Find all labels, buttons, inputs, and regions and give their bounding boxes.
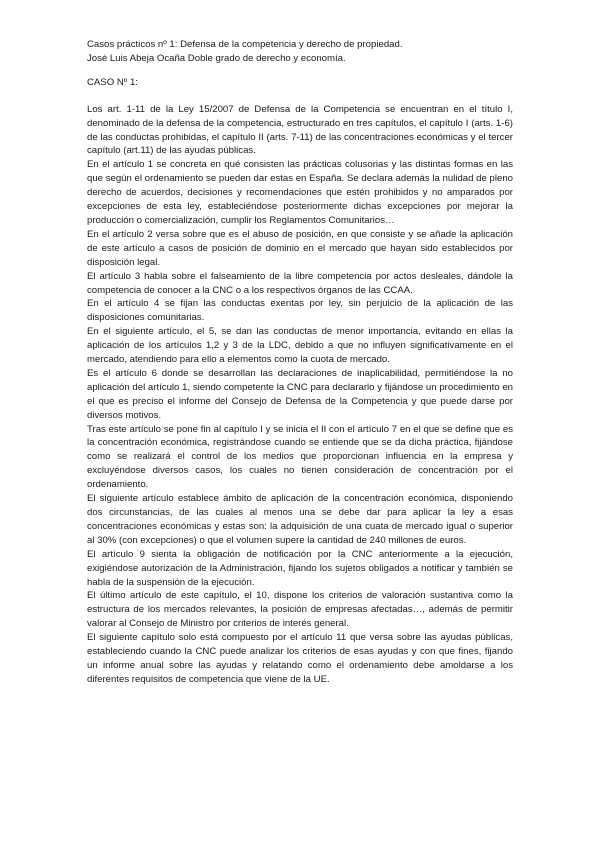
- paragraph-12: El siguiente capítulo solo está compuesto por el artículo 11 que versa sobre las ayudas públicas, estableciendo cuando la CNC puede analizar los criterios de esas ayudas y con que fines, fijando un informe anual sobre las ayudas y relatando como el ordenamiento debe amoldarse a los diferentes requisitos de competencia que viene de la UE.: [87, 632, 513, 685]
- document-body: [87, 103, 513, 687]
- paragraph-4: El artículo 3 habla sobre el falseamiento de la libre competencia por actos desleales, dándole la competencia de conocer a la CNC o a los respectivos órganos de las CCAA.: [87, 270, 513, 296]
- document-heading-line-1: Casos prácticos nº 1: Defensa de la competencia y derecho de propiedad.: [87, 39, 403, 50]
- paragraph-10: El artículo 9 sienta la obligación de notificación por la CNC anteriormente a la ejecución, exigiéndose autorización de la Administración, fijando los sujetos obligados a notificar y también se habla de la suspensión de la ejecución.: [87, 548, 513, 588]
- paragraph-6: En el siguiente artículo, el 5, se dan las conductas de menor importancia, evitando en ellas la aplicación de los artículos 1,2 y 3 de la LDC, debido a que no influyen significativamente en el mercado, atendiendo para ello a elementos como la cuota de mercado.: [87, 326, 513, 366]
- document-content: [87, 38, 513, 687]
- paragraph-3: En el artículo 2 versa sobre que es el abuso de posición, en que consiste y se añade la aplicación de este artículo a casos de posición de dominio en el mercado que hayan sido establecidos por disposición legal.: [87, 228, 513, 268]
- paragraph-9: El siguiente artículo establece ámbito de aplicación de la concentración económica, disponiendo dos circunstancias, de las cuales al menos una se debe dar para aplicar la ley a esas concentraciones económicas y estas son: la adquisición de una cuata de mercado igual o superior al 30% (con excepciones) o que el volumen supere la cantidad de 240 millones de euros.: [87, 493, 513, 546]
- paragraph-1: Los art. 1-11 de la Ley 15/2007 de Defensa de la Competencia se encuentran en el título I, denominado de la defensa de la competencia, estructurado en tres capítulos, el capítulo I (arts. 1-6) de las conductas prohibidas, el capítulo II (arts. 7-11) de las concentraciones económicas y el tercer capítulo (art.11) de las ayudas públicas.: [87, 103, 513, 157]
- paragraph-7: Es el artículo 6 donde se desarrollan las declaraciones de inaplicabilidad, permitiéndose la no aplicación del artículo 1, siendo competente la CNC para declararlo y fijándose un procedimiento en el que es preciso el informe del Consejo de Defensa de la Competencia y que puede darse por diversos motivos.: [87, 367, 513, 421]
- paragraph-11: El último artículo de este capítulo, el 10, dispone los criterios de valoración sustantiva como la estructura de los mercados relevantes, la posición de empresas afectadas…, además de permitir valorar al Consejo de Ministro por criterios de interés general.: [87, 590, 513, 630]
- paragraph-2: En el artículo 1 se concreta en qué consisten las prácticas colusorias y las distintas formas en las que según el ordenamiento se pueden dar estas en España. Se declara además la nulidad de pleno derecho de acuerdos, decisiones y recomendaciones que estén prohibidos y no amparados por excepciones de esta ley, estableciéndose posteriormente dichas excepciones por mejorar la producción o comercialización, cumplir los Reglamentos Comunitarios…: [87, 159, 513, 226]
- document-heading-line-2: José Luis Abeja Ocaña Doble grado de derecho y economía.: [87, 52, 346, 64]
- paragraph-5: En el artículo 4 se fijan las conductas exentas por ley, sin perjuicio de la aplicación de las disposiciones comunitarias.: [87, 298, 513, 324]
- case-title: CASO Nº 1:: [87, 76, 138, 88]
- paragraph-8: Tras este artículo se pone fin al capítulo I y se inicia el II con el artículo 7 en el que se define que es la concentración económica, registrándose cuando se entiende que se da dicha práctica, fijándose como se realizará el control de los medios que proporcionan influencia en la empresa y excluyéndose diversos casos, los cuales no tienen consideración de concentración por el ordenamiento.: [87, 423, 513, 491]
